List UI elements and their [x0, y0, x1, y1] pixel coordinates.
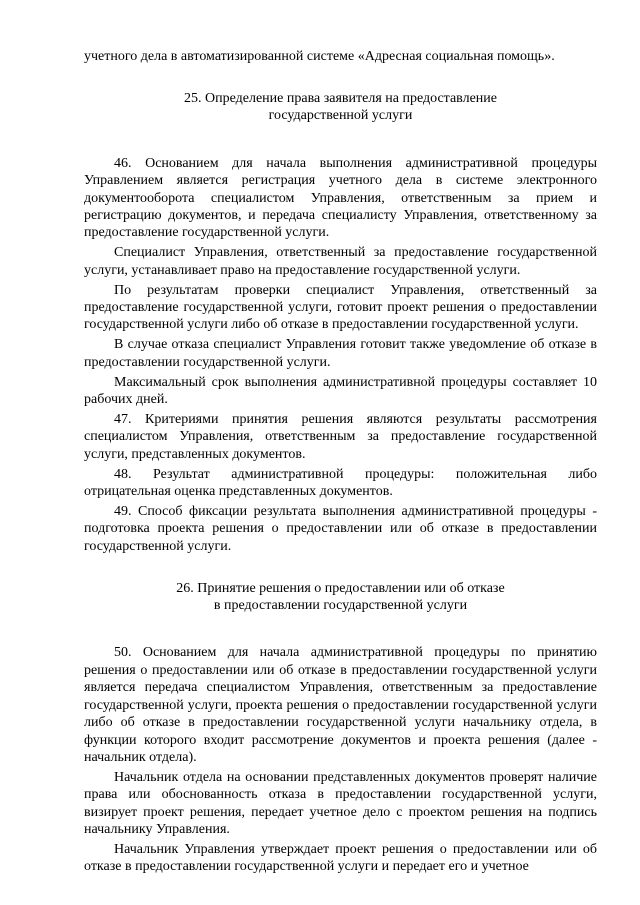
paragraph-46-refusal: В случае отказа специалист Управления готовит также уведомление об отказе в предоставлении государственной услуги.: [84, 337, 597, 370]
paragraph-47: 47. Критериями принятия решения являются результаты рассмотрения специалистом Управления, ответственным за предоставление государственной услуги, представленных документов.: [84, 411, 597, 462]
section-25-title-line-2: государственной услуги: [268, 108, 413, 124]
paragraph-50: 50. Основанием для начала административной процедуры по принятию решения о предоставлении или об отказе в предоставлении государственной услуги является передача специалистом Управления, ответственным за предоставление государственной услуги, проекта решения о предоставлении государственной услуги либо об отказе в предоставлении государственной услуги начальнику отдела, в функции которого входит рассмотрение документов и проекта решения (далее - начальник отдела).: [84, 645, 597, 765]
paragraph-46: 46. Основанием для начала выполнения административной процедуры Управлением является регистрация учетного дела в системе электронного документооборота специалистом Управления, ответственным за прием и регистрацию документов, и передача специалисту Управления, ответственному за предоставление государственной услуги.: [84, 155, 597, 241]
section-26-title-line-1: 26. Принятие решения о предоставлении или об отказе: [176, 580, 505, 596]
paragraph-48: 48. Результат административной процедуры: положительная либо отрицательная оценка представленных документов.: [84, 466, 597, 500]
section-25-heading: [84, 90, 597, 125]
section-25-title-line-1: 25. Определение права заявителя на предоставление: [184, 90, 497, 106]
paragraph-46-deadline: Максимальный срок выполнения административной процедуры составляет 10 рабочих дней.: [84, 374, 597, 407]
document-page: [84, 48, 597, 878]
spacer: [84, 614, 597, 644]
section-26-body: [84, 644, 597, 875]
intro-paragraph: учетного дела в автоматизированной системе «Адресная социальная помощь».: [84, 49, 555, 64]
spacer: [84, 125, 597, 155]
spacer: [84, 68, 597, 90]
paragraph-46-results: По результатам проверки специалист Управления, ответственный за предоставление государственной услуги, готовит проект решения о предоставлении государственной услуги либо об отказе в предоставлении государственной услуги.: [84, 282, 597, 333]
paragraph-46-specialist: Специалист Управления, ответственный за предоставление государственной услуги, устанавливает право на предоставление государственной услуги.: [84, 245, 597, 278]
paragraph-50-head-of-department: Начальник отдела на основании представленных документов проверят наличие права или обоснованность отказа в предоставлении государственной услуги, визирует проект решения, передает учетное дело с проектом решения на подпись начальнику Управления.: [84, 769, 597, 838]
spacer: [84, 558, 597, 580]
paragraph-49: 49. Способ фиксации результата выполнения административной процедуры - подготовка проекта решения о предоставлении или об отказе в предоставлении государственной услуги.: [84, 503, 597, 554]
paragraph-50-head-of-administration: Начальник Управления утверждает проект решения о предоставлении или об отказе в предоставлении государственной услуги и передает его и учетное: [84, 841, 597, 875]
section-26-heading: [84, 580, 597, 615]
section-25-body: [84, 155, 597, 555]
section-26-title-line-2: в предоставлении государственной услуги: [213, 598, 468, 614]
